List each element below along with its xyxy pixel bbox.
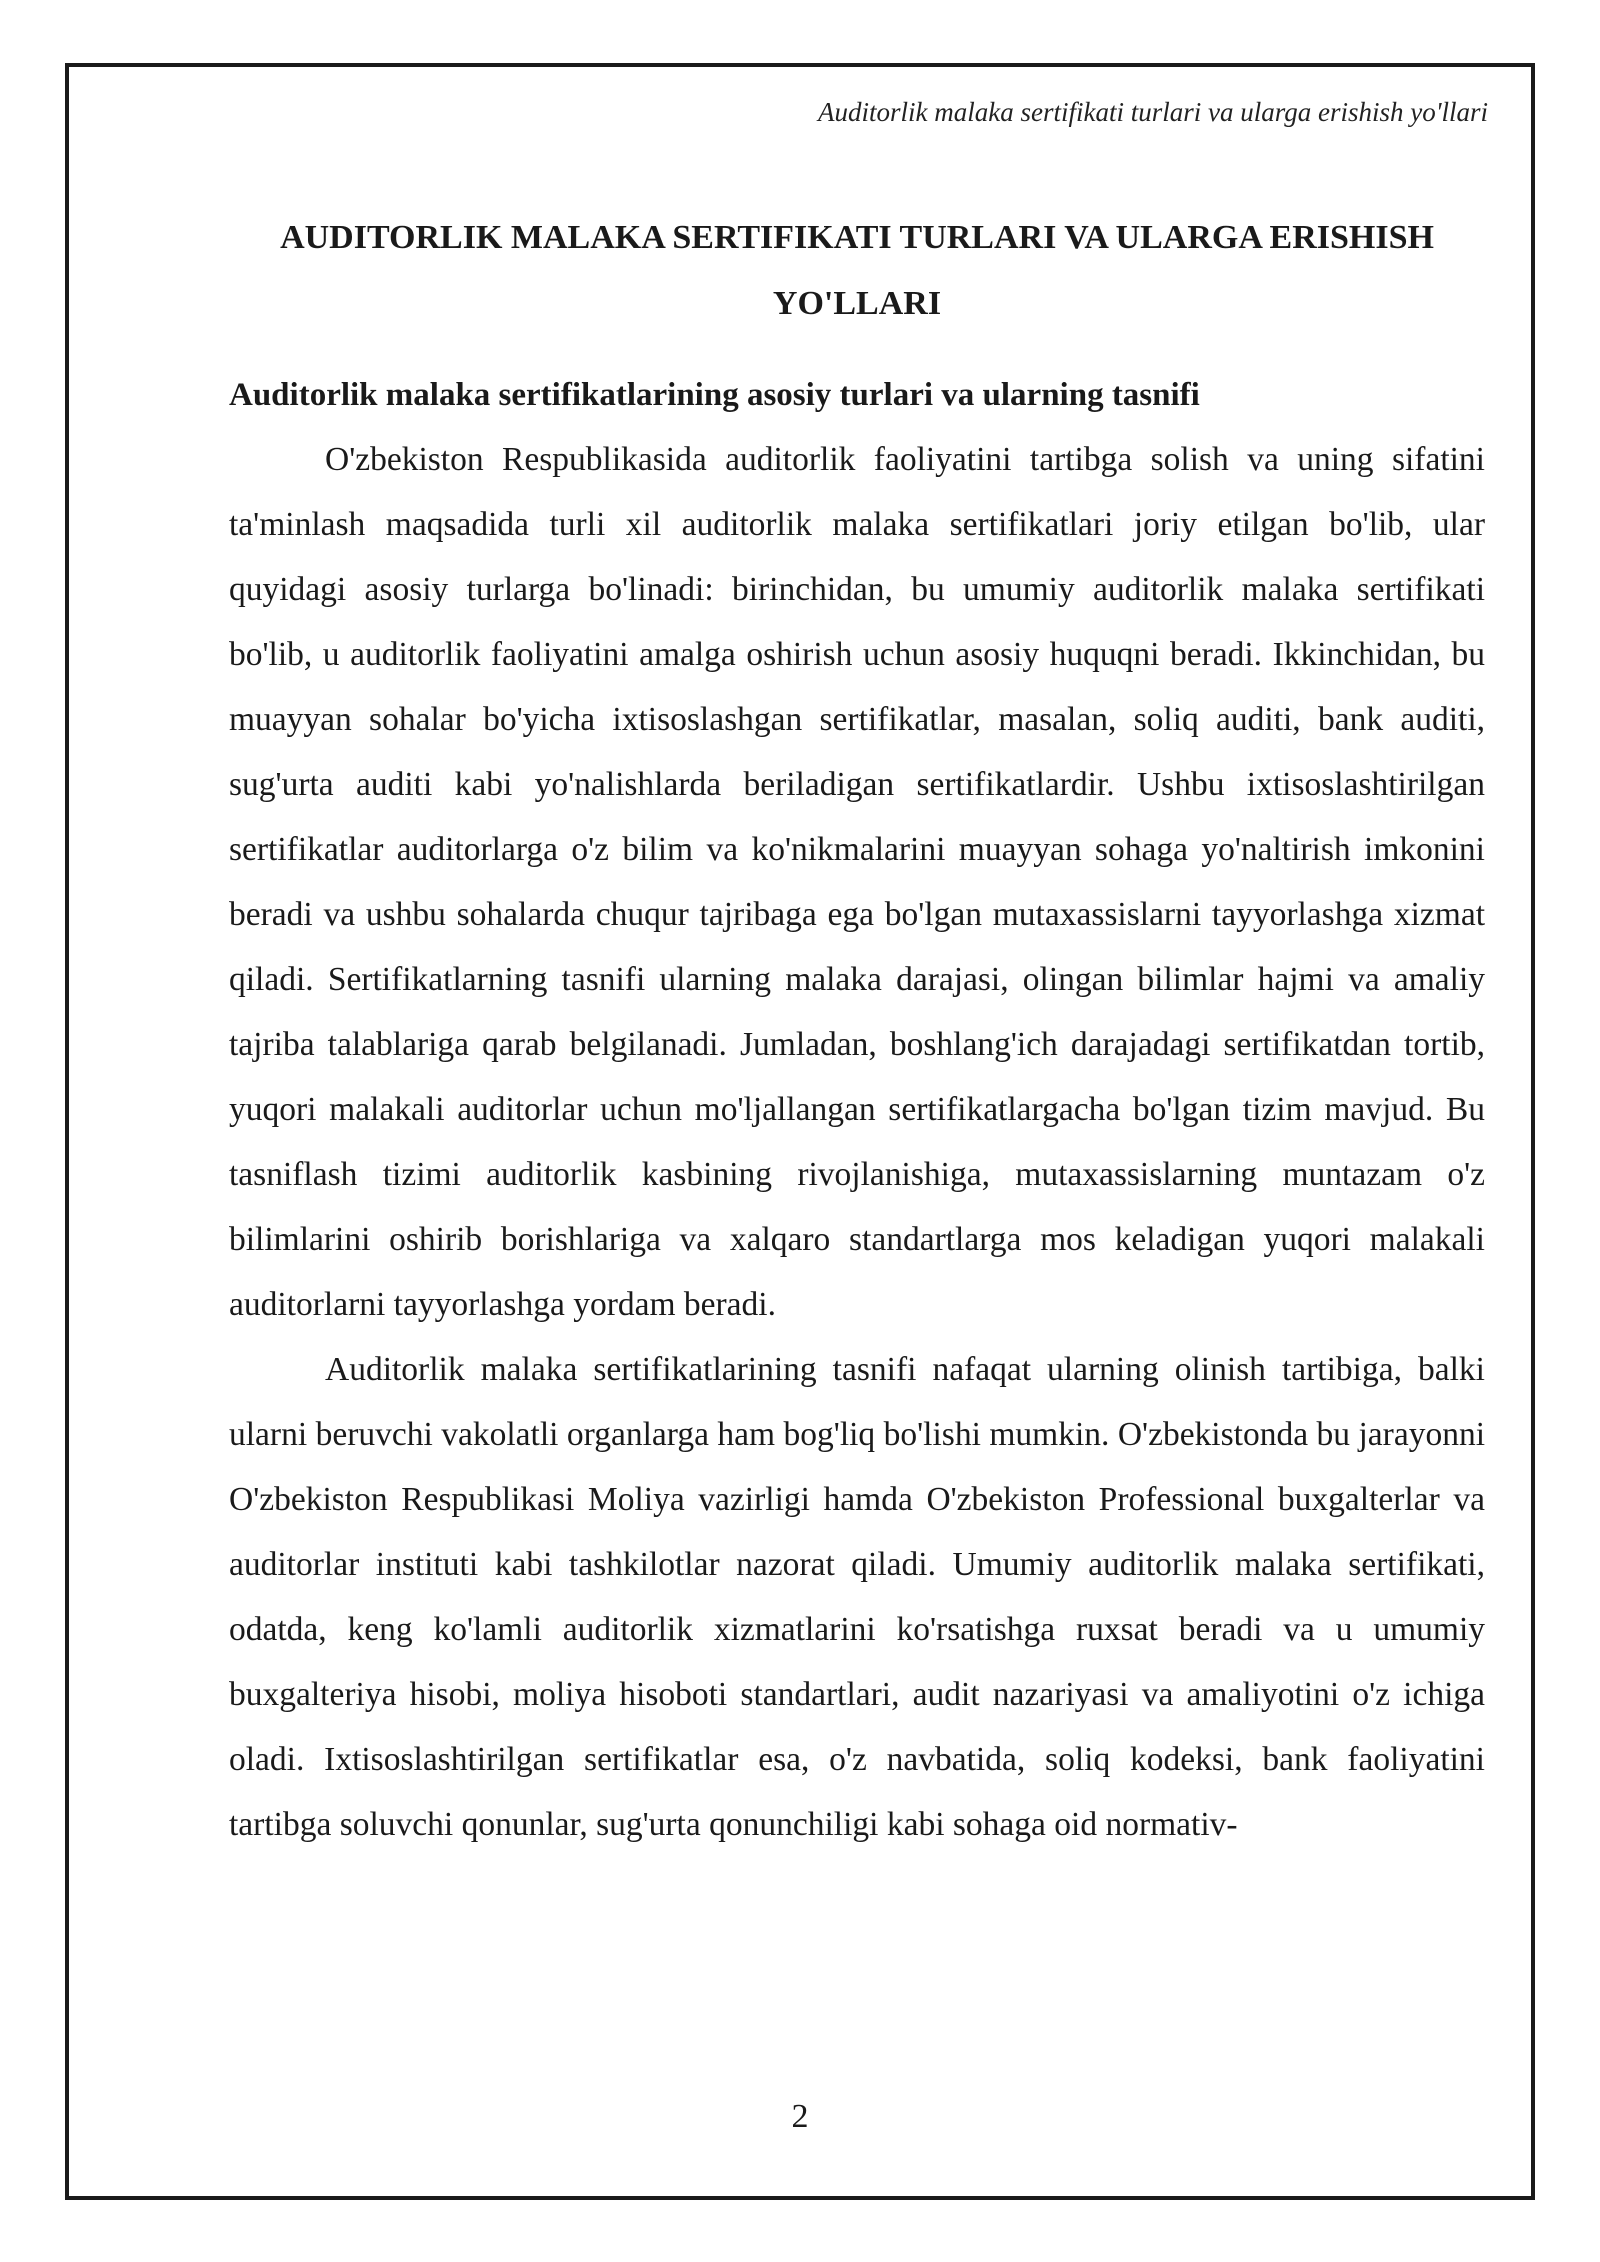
section-heading: Auditorlik malaka sertifikatlarining asosiy turlari va ularning tasnifi [229, 377, 1200, 413]
document-title: AUDITORLIK MALAKA SERTIFIKATI TURLARI VA ULARGA ERISHISH YO'LLARI [280, 219, 1434, 322]
running-header: Auditorlik malaka sertifikati turlari va ularga erishish yo'llari [817, 97, 1488, 127]
body-paragraph: O'zbekiston Respublikasida auditorlik faoliyatini tartibga solish va uning sifatini ta'minlash maqsadida turli xil auditorlik malaka sertifikatlari joriy etilgan bo'lib, ular quyidagi asosiy turlarga bo'linadi: birinchidan, bu umumiy auditorlik malaka sertifikati bo'lib, u auditorlik faoliyatini amalga oshirish uchun asosiy huquqni beradi. Ikkinchidan, bu muayyan sohalar bo'yicha ixtisoslashgan sertifikatlar, masalan, soliq auditi, bank auditi, sug'urta auditi kabi yo'nalishlarda beriladigan sertifikatlardir. Ushbu ixtisoslashtirilgan sertifikatlar auditorlarga o'z bilim va ko'nikmalarini muayyan sohaga yo'naltirish imkonini beradi va ushbu sohalarda chuqur tajribaga ega bo'lgan mutaxassislarni tayyorlashga xizmat qiladi. Sertifikatlarning tasnifi ularning malaka darajasi, olingan bilimlar hajmi va amaliy tajriba talablariga qarab belgilanadi. Jumladan, boshlang'ich darajadagi sertifikatdan tortib, yuqori malakali auditorlar uchun mo'ljallangan sertifikatlargacha bo'lgan tizim mavjud. Bu tasniflash tizimi auditorlik kasbining rivojlanishiga, mutaxassislarning muntazam o'z bilimlarini oshirib borishlariga va xalqaro standartlarga mos keladigan yuqori malakali auditorlarni tayyorlashga yordam beradi. [229, 441, 1485, 1323]
body-paragraph: Auditorlik malaka sertifikatlarining tasnifi nafaqat ularning olinish tartibiga, balki ularni beruvchi vakolatli organlarga ham bog'liq bo'lishi mumkin. O'zbekistonda bu jarayonni O'zbekiston Respublikasi Moliya vazirligi hamda O'zbekiston Professional buxgalterlar va auditorlar instituti kabi tashkilotlar nazorat qiladi. Umumiy auditorlik malaka sertifikati, odatda, keng ko'lamli auditorlik xizmatlarini ko'rsatishga ruxsat beradi va u umumiy buxgalteriya hisobi, moliya hisoboti standartlari, audit nazariyasi va amaliyotini o'z ichiga oladi. Ixtisoslashtirilgan sertifikatlar esa, o'z navbatida, soliq kodeksi, bank faoliyatini tartibga soluvchi qonunlar, sug'urta qonunchiligi kabi sohaga oid normativ- [229, 1351, 1485, 1843]
page-number: 2 [791, 2098, 809, 2135]
page-content [229, 205, 1485, 1857]
